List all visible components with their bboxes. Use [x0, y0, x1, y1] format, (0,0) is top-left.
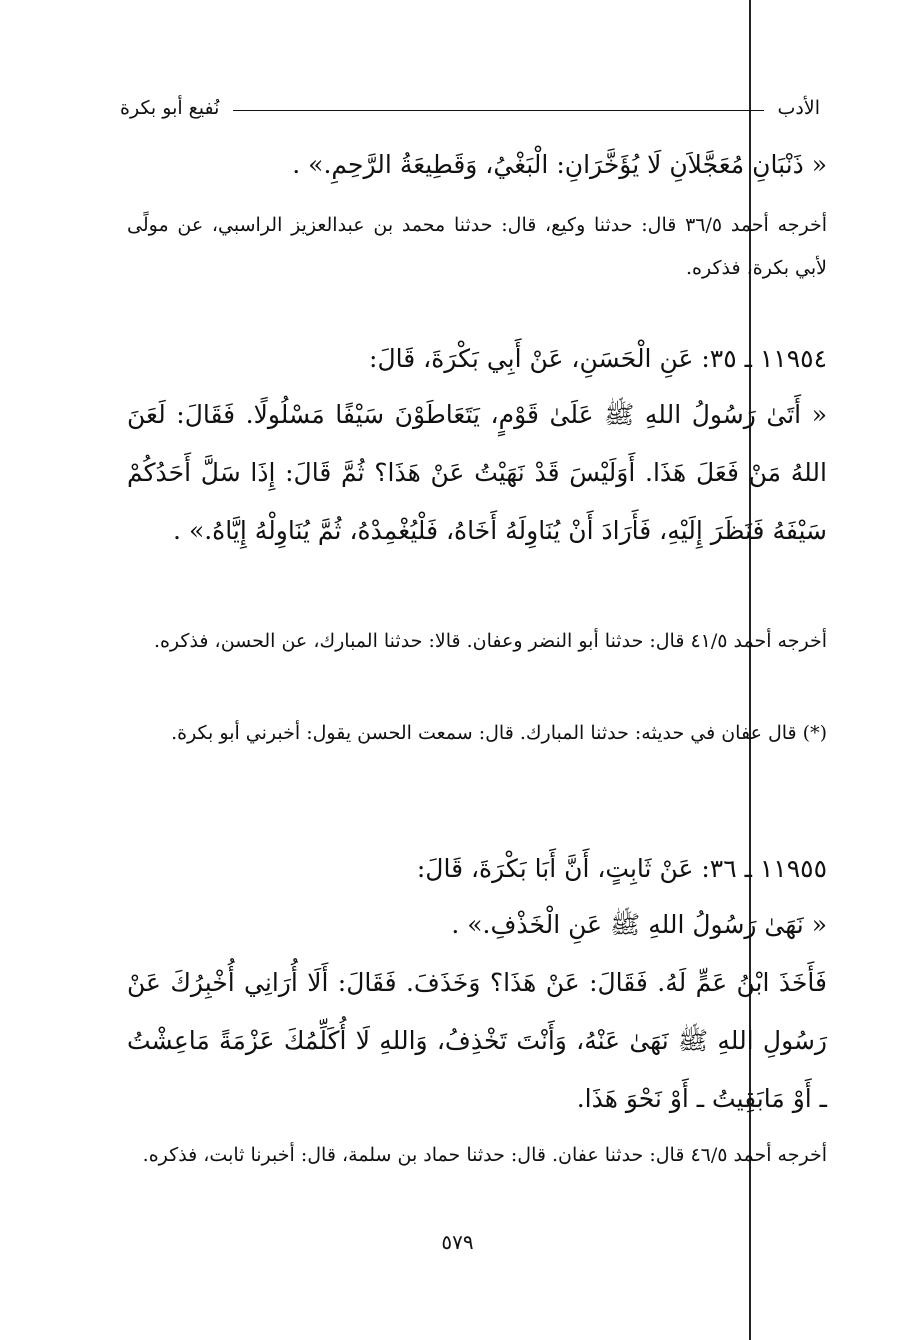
takhrij-1: أخرجه أحمد ٣٦/٥ قال: حدثنا وكيع، قال: حدثنا محمد بن عبدالعزيز الراسبي، عن مولًى لأبي بكرة، فذكره.: [127, 214, 828, 279]
hadith-heading-11955: ١١٩٥٥ ـ ٣٦: عَنْ ثَابِتٍ، أَنَّ أَبَا بَكْرَةَ، قَالَ:: [416, 854, 827, 883]
header-narrator-title: نُفيع أبو بكرة: [120, 97, 220, 119]
running-header: [120, 92, 820, 124]
header-rule: [233, 110, 763, 111]
hadith-continuation: « ذَنْبَانِ مُعَجَّلاَنِ لَا يُؤَخَّرَانِ: الْبَغْيُ، وَقَطِيعَةُ الرَّحِمِ.» .: [292, 150, 827, 179]
header-chapter-title: الأدب: [777, 97, 820, 119]
takhrij-11954: أخرجه أحمد ٤١/٥ قال: حدثنا أبو النضر وعفان. قالا: حدثنا المبارك، عن الحسن، فذكره.: [153, 630, 827, 652]
hadith-continuation-11955: فَأَخَذَ ابْنُ عَمٍّ لَهُ. فَقَالَ: عَنْ هَذَا؟ وَخَذَفَ. فَقَالَ: أَلَا أُرَانِي أُخْبِرُكَ عَنْ رَسُولِ اللهِ ﷺ نَهَىٰ عَنْهُ، وَأَنْتَ تَخْذِفُ، وَاللهِ لَا أُكَلِّمُكَ عَزْمَةً مَاعِشْتُ ـ أَوْ مَابَقِيتُ ـ أَوْ نَحْوَ هَذَا.: [127, 968, 827, 1113]
hadith-heading-11954: ١١٩٥٤ ـ ٣٥: عَنِ الْحَسَنِ، عَنْ أَبِي بَكْرَةَ، قَالَ:: [369, 344, 827, 373]
page-number: ٥٧٩: [441, 1230, 474, 1254]
hadith-text-11954: « أَتَىٰ رَسُولُ اللهِ ﷺ عَلَىٰ قَوْمٍ، يَتَعَاطَوْنَ سَيْفًا مَسْلُولًا. فَقَالَ: لَعَنَ اللهُ مَنْ فَعَلَ هَذَا. أَوَلَيْسَ قَدْ نَهَيْتُ عَنْ هَذَا؟ ثُمَّ قَالَ: إِذَا سَلَّ أَحَدُكُمْ سَيْفَهُ فَنَظَرَ إِلَيْهِ، فَأَرَادَ أَنْ يُنَاوِلَهُ أَخَاهُ، فَلْيُغْمِدْهُ، ثُمَّ يُنَاوِلْهُ إِيَّاهُ.» .: [127, 400, 827, 545]
takhrij-11955: أخرجه أحمد ٤٦/٥ قال: حدثنا عفان. قال: حدثنا حماد بن سلمة، قال: أخبرنا ثابت، فذكره.: [142, 1144, 827, 1166]
hadith-text-11955: « نَهَىٰ رَسُولُ اللهِ ﷺ عَنِ الْخَذْفِ.» .: [451, 910, 827, 939]
footnote-11954: (*) قال عفان في حديثه: حدثنا المبارك. قال: سمعت الحسن يقول: أخبرني أبو بكرة.: [171, 722, 827, 744]
